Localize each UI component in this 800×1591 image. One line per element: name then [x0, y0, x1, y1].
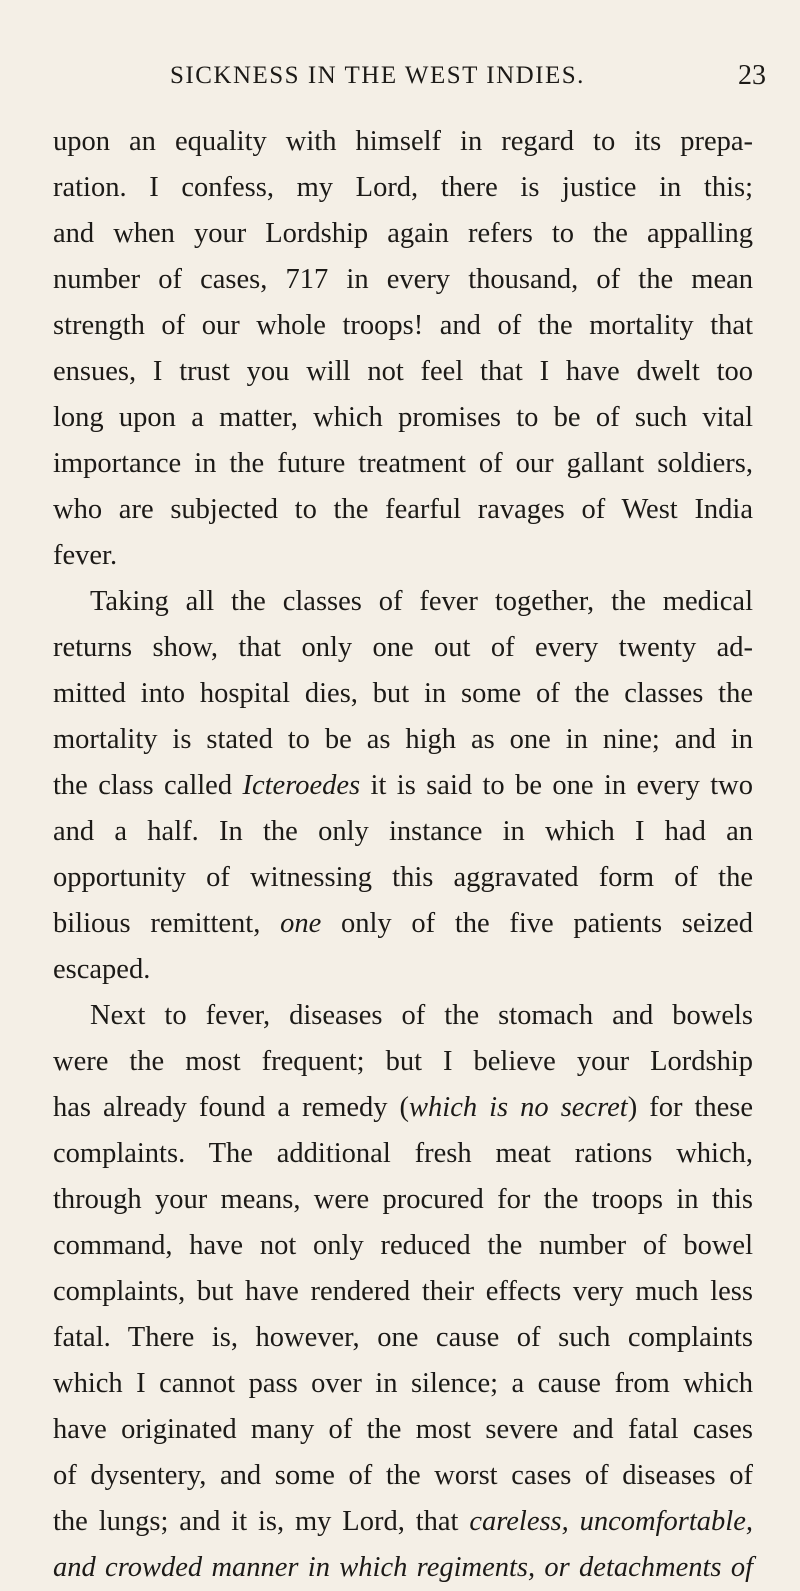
- text-line: mortality is stated to be as high as one in nine; and in: [53, 724, 753, 755]
- text-line: fatal. There is, however, one cause of such complaints: [53, 1322, 753, 1353]
- text-line: strength of our whole troops! and of the mortality that: [53, 310, 753, 341]
- text-line: the lungs; and it is, my Lord, that careless, uncomfortable,: [53, 1506, 753, 1537]
- text-line: and when your Lordship again refers to the appalling: [53, 218, 753, 249]
- italic-term: Icteroedes: [242, 770, 361, 801]
- text-line: fever.: [53, 540, 118, 571]
- text-line: through your means, were procured for the troops in this: [53, 1184, 753, 1215]
- text-line: mitted into hospital dies, but in some of the classes the: [53, 678, 753, 709]
- text-line: opportunity of witnessing this aggravated form of the: [53, 862, 753, 893]
- page-number: 23: [738, 60, 766, 91]
- text-line: of dysentery, and some of the worst cases of diseases of: [53, 1460, 753, 1491]
- text-line: were the most frequent; but I believe your Lordship: [53, 1046, 753, 1077]
- text-line: has already found a remedy (which is no secret) for these: [53, 1092, 754, 1123]
- text-line: and a half. In the only instance in which I had an: [53, 816, 753, 847]
- text-line: ration. I confess, my Lord, there is justice in this;: [53, 172, 753, 203]
- text-line: command, have not only reduced the number of bowel: [53, 1230, 753, 1261]
- text-line: returns show, that only one out of every twenty ad-: [53, 632, 753, 663]
- italic-emphasis: careless, uncomfortable,: [469, 1506, 753, 1537]
- italic-aside: which is no secret: [409, 1092, 628, 1123]
- text-line: upon an equality with himself in regard to its prepa-: [53, 126, 753, 157]
- page-header: [0, 60, 800, 100]
- body-text: [53, 119, 753, 1591]
- text-line: Taking all the classes of fever together, the medical: [90, 586, 753, 617]
- text-line: which I cannot pass over in silence; a cause from which: [53, 1368, 753, 1399]
- text-line: bilious remittent, one only of the five patients seized: [53, 908, 754, 939]
- text-line: number of cases, 717 in every thousand, of the mean: [53, 264, 753, 295]
- text-line: Next to fever, diseases of the stomach and bowels: [90, 1000, 753, 1031]
- text-line: long upon a matter, which promises to be of such vital: [53, 402, 753, 433]
- text-line: the class called Icteroedes it is said to be one in every two: [53, 770, 753, 801]
- text-line: ensues, I trust you will not feel that I have dwelt too: [53, 356, 753, 387]
- running-head: SICKNESS IN THE WEST INDIES.: [170, 62, 585, 89]
- italic-emphasis: one: [280, 908, 322, 939]
- text-line: [53, 1545, 753, 1591]
- text-line: complaints. The additional fresh meat rations which,: [53, 1138, 753, 1169]
- text-line: escaped.: [53, 954, 151, 985]
- text-line: who are subjected to the fearful ravages of West India: [53, 494, 753, 525]
- text-line: complaints, but have rendered their effects very much less: [53, 1276, 753, 1307]
- italic-emphasis: and crowded manner in which regiments, or detachments of: [53, 1552, 753, 1583]
- text-line: have originated many of the most severe and fatal cases: [53, 1414, 753, 1445]
- text-line: importance in the future treatment of our gallant soldiers,: [53, 448, 753, 479]
